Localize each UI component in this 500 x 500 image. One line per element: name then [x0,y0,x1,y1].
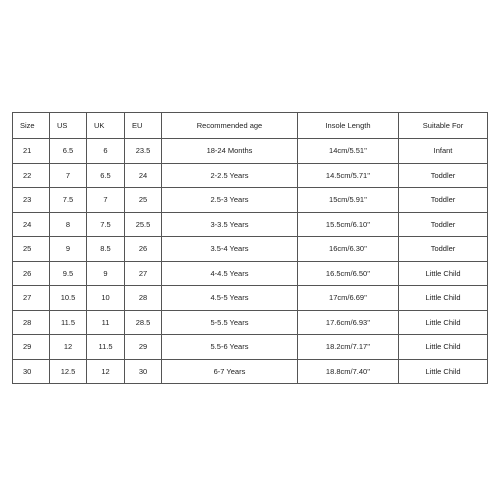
cell-recommended-age: 2.5-3 Years [162,188,298,213]
cell-recommended-age: 18-24 Months [162,139,298,164]
cell-size: 30 [13,359,50,384]
cell-insole-length: 18.8cm/7.40'' [298,359,399,384]
table-row [13,335,488,360]
cell-us: 11.5 [50,310,87,335]
cell-size: 28 [13,310,50,335]
cell-uk: 6.5 [87,163,125,188]
table-row [13,163,488,188]
cell-eu: 26 [125,237,162,262]
cell-size: 23 [13,188,50,213]
cell-size: 29 [13,335,50,360]
table-row [13,139,488,164]
table-row [13,310,488,335]
table-row [13,212,488,237]
cell-recommended-age: 6-7 Years [162,359,298,384]
header-uk: UK [87,113,125,139]
cell-us: 12.5 [50,359,87,384]
cell-eu: 25 [125,188,162,213]
cell-suitable-for: Little Child [399,310,488,335]
cell-uk: 11.5 [87,335,125,360]
cell-recommended-age: 2-2.5 Years [162,163,298,188]
cell-us: 10.5 [50,286,87,311]
cell-size: 24 [13,212,50,237]
cell-recommended-age: 5-5.5 Years [162,310,298,335]
cell-uk: 10 [87,286,125,311]
cell-uk: 12 [87,359,125,384]
size-chart-table [12,112,488,384]
header-us: US [50,113,87,139]
cell-us: 6.5 [50,139,87,164]
cell-insole-length: 15cm/5.91'' [298,188,399,213]
cell-insole-length: 17cm/6.69'' [298,286,399,311]
cell-size: 27 [13,286,50,311]
header-insole-length: Insole Length [298,113,399,139]
cell-insole-length: 16.5cm/6.50'' [298,261,399,286]
cell-us: 7.5 [50,188,87,213]
cell-insole-length: 15.5cm/6.10'' [298,212,399,237]
cell-recommended-age: 3.5-4 Years [162,237,298,262]
table-row [13,286,488,311]
table-row [13,237,488,262]
cell-size: 22 [13,163,50,188]
cell-us: 7 [50,163,87,188]
cell-uk: 7.5 [87,212,125,237]
header-recommended-age: Recommended age [162,113,298,139]
cell-suitable-for: Toddler [399,188,488,213]
cell-eu: 27 [125,261,162,286]
cell-insole-length: 16cm/6.30'' [298,237,399,262]
cell-eu: 30 [125,359,162,384]
cell-uk: 9 [87,261,125,286]
cell-us: 12 [50,335,87,360]
cell-suitable-for: Little Child [399,261,488,286]
table-row [13,359,488,384]
table-header-row [13,113,488,139]
cell-suitable-for: Toddler [399,237,488,262]
cell-eu: 24 [125,163,162,188]
cell-us: 9 [50,237,87,262]
cell-eu: 25.5 [125,212,162,237]
cell-eu: 29 [125,335,162,360]
cell-suitable-for: Toddler [399,212,488,237]
cell-suitable-for: Toddler [399,163,488,188]
header-size: Size [13,113,50,139]
cell-insole-length: 18.2cm/7.17'' [298,335,399,360]
cell-us: 9.5 [50,261,87,286]
header-suitable-for: Suitable For [399,113,488,139]
cell-uk: 7 [87,188,125,213]
header-eu: EU [125,113,162,139]
cell-size: 26 [13,261,50,286]
cell-insole-length: 17.6cm/6.93'' [298,310,399,335]
cell-size: 21 [13,139,50,164]
cell-suitable-for: Little Child [399,335,488,360]
cell-insole-length: 14.5cm/5.71'' [298,163,399,188]
cell-suitable-for: Little Child [399,359,488,384]
cell-eu: 28.5 [125,310,162,335]
table-row [13,261,488,286]
table-body [13,139,488,384]
cell-us: 8 [50,212,87,237]
cell-uk: 11 [87,310,125,335]
cell-insole-length: 14cm/5.51'' [298,139,399,164]
cell-recommended-age: 5.5-6 Years [162,335,298,360]
cell-eu: 28 [125,286,162,311]
cell-suitable-for: Infant [399,139,488,164]
cell-eu: 23.5 [125,139,162,164]
table-row [13,188,488,213]
cell-size: 25 [13,237,50,262]
cell-recommended-age: 3-3.5 Years [162,212,298,237]
cell-recommended-age: 4.5-5 Years [162,286,298,311]
cell-recommended-age: 4-4.5 Years [162,261,298,286]
cell-suitable-for: Little Child [399,286,488,311]
cell-uk: 8.5 [87,237,125,262]
cell-uk: 6 [87,139,125,164]
